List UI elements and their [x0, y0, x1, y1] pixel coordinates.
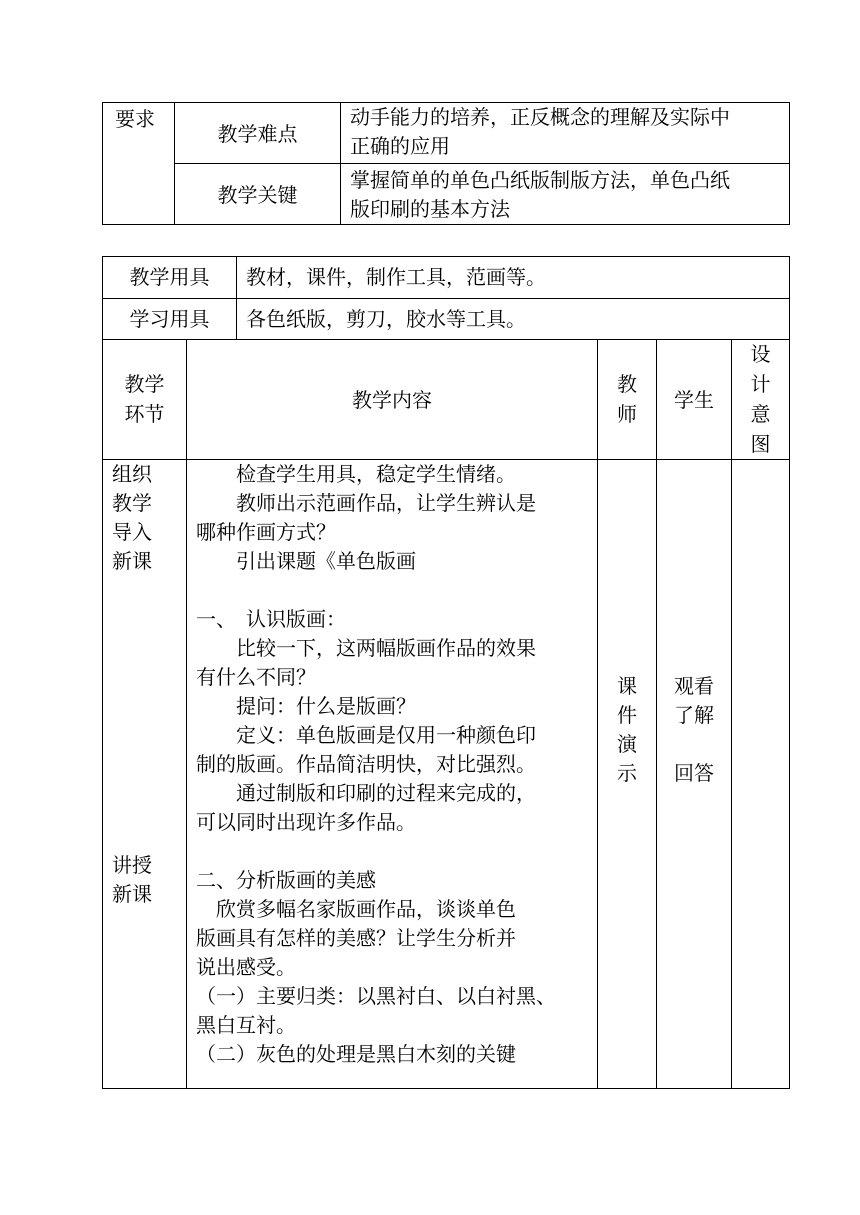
teaching-tools-value: 教材，课件，制作工具，范画等。	[246, 265, 546, 289]
teacher-activity: 课 件 演 示	[617, 674, 637, 785]
segment-teaching: 讲授 新课	[112, 853, 152, 906]
header-teacher: 教 师	[617, 372, 637, 426]
difficulty-content: 动手能力的培养，正反概念的理解及实际中 正确的应用	[350, 105, 730, 158]
lesson-content: 检查学生用具，稳定学生情绪。 教师出示范画作品，让学生辨认是 哪种作画方式？ 引出课题《单色版画 一、 认识版画： 比较一下，这两幅版画作品的效果 有什么不同？ 提问：什么是版画？ 定义：单色版画是仅用一种颜色印 制的版画。作品简洁明快，对比强烈。 通过制版和印刷的过程来完成的， 可以同时出现许多作品。 二、分析版画的美感 欣赏多幅名家版画作品，谈谈单色 版画具有怎样的美感？让学生分析并 说出感受。 （一）主要归类：以黑衬白、以白衬黑、 黑白互衬。 （二）灰色的处理是黑白木刻的关键	[196, 462, 556, 1066]
header-content: 教学内容	[352, 388, 432, 412]
requirements-label: 要求	[115, 107, 155, 131]
learning-tools-value: 各色纸版，剪刀，胶水等工具。	[246, 307, 526, 331]
header-student: 学生	[674, 388, 714, 412]
header-design: 设 计 意 图	[750, 342, 771, 456]
learning-tools-label: 学习用具	[129, 307, 210, 331]
student-activity: 观看 了解 回答	[674, 674, 714, 785]
difficulty-label: 教学难点	[217, 122, 298, 146]
key-point-content: 掌握简单的单色凸纸版制版方法，单色凸纸 版印刷的基本方法	[350, 168, 730, 221]
header-segment: 教学 环节	[124, 372, 165, 426]
segment-intro: 组织 教学 导入 新课	[112, 462, 152, 573]
teaching-tools-label: 教学用具	[129, 265, 210, 289]
key-point-label: 教学关键	[217, 183, 298, 207]
